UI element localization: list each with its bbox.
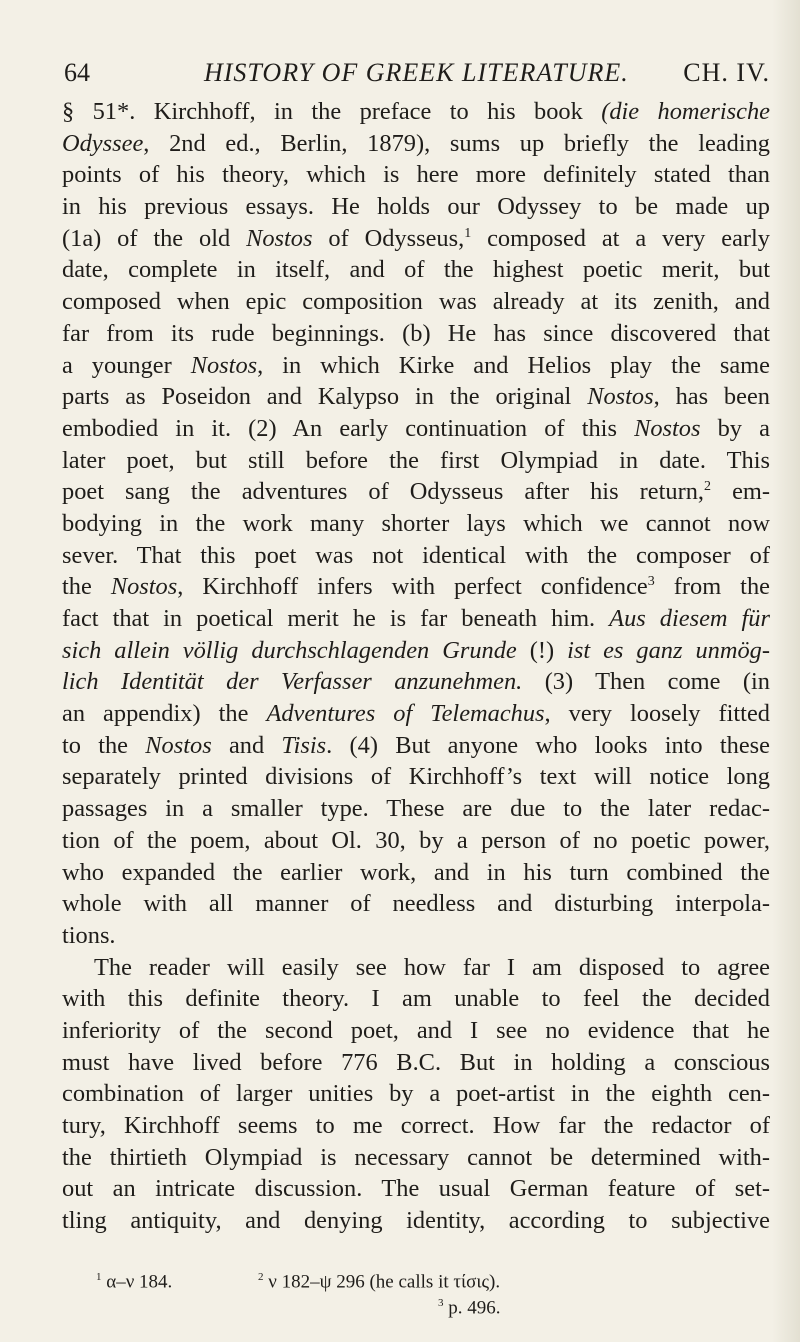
text-line: the Nostos, Kirchhoff infers with perfect confidence$^3$ from the — [62, 573, 770, 601]
text-line: far from its rude beginnings. (b) He has since discovered that — [62, 319, 770, 347]
text-line: composed when epic composition was already at its zenith, and — [62, 288, 770, 316]
text-line: The reader will easily see how far I am disposed to agree — [94, 953, 770, 981]
text-line: combination of larger unities by a poet-artist in the eighth cen- — [62, 1080, 770, 1108]
chapter-label: CH. IV. — [683, 58, 770, 87]
page-number: 64 — [64, 58, 90, 87]
text-line: (1a) of the old Nostos of Odysseus,$^1$ composed at a very early — [62, 224, 770, 252]
text-line: § 51*. Kirchhoff, in the preface to his book (die homerische — [62, 98, 770, 125]
text-line: inferiority of the second poet, and I see no evidence that he — [62, 1016, 770, 1044]
text-line: fact that in poetical merit he is far beneath him. Aus diesem für — [62, 605, 770, 632]
footnote-ref[interactable]: 1 — [464, 225, 472, 241]
text-line: date, complete in itself, and of the highest poetic merit, but — [62, 256, 770, 284]
footnote-ref[interactable]: 2 — [703, 479, 711, 495]
text-line: the thirtieth Olympiad is necessary cannot be determined with- — [62, 1143, 770, 1171]
text-line: parts as Poseidon and Kalypso in the original Nostos, has been — [62, 383, 770, 411]
text-line: tling antiquity, and denying identity, according to subjective — [62, 1207, 770, 1235]
footnote-1: $^1$ α–ν 184. — [96, 1271, 173, 1293]
text-line: sich allein völlig durchschlagenden Grunde (!) ist es ganz unmög- — [62, 636, 770, 664]
footnote-row — [62, 1264, 770, 1293]
text-line: tury, Kirchhoff seems to me correct. How far the redactor of — [62, 1112, 770, 1139]
text-line: a younger Nostos, in which Kirke and Helios play the same — [62, 351, 770, 379]
footnote-2: $^2$ ν 182–ψ 296 (he calls it τίσις). — [258, 1271, 501, 1293]
text-line: Odyssee, 2nd ed., Berlin, 1879), sums up briefly the leading — [62, 129, 770, 157]
running-head — [64, 52, 770, 92]
text-line: embodied in it. (2) An early continuation of this Nostos by a — [62, 414, 770, 442]
text-line: later poet, but still before the first Olympiad in date. This — [62, 446, 770, 474]
text-line: an appendix) the Adventures of Telemachus, very loosely fitted — [62, 700, 770, 728]
text-line: tion of the poem, about Ol. 30, by a person of no poetic power, — [62, 826, 770, 854]
footnote-row — [62, 1290, 770, 1319]
text-line: points of his theory, which is here more definitely stated than — [62, 161, 770, 189]
text-line: lich Identität der Verfasser anzunehmen. (3) Then come (in — [62, 668, 770, 696]
footnote-ref[interactable]: 3 — [647, 574, 655, 590]
text-line: to the Nostos and Tisis. (4) But anyone who looks into these — [62, 731, 770, 759]
text-line: sever. That this poet was not identical with the composer of — [62, 541, 770, 569]
text-line: separately printed divisions of Kirchhoff’s text will notice long — [62, 763, 770, 791]
text-line: passages in a smaller type. These are due to the later redac- — [62, 795, 770, 823]
text-line: must have lived before 776 B.C. But in holding a conscious — [62, 1048, 770, 1076]
footnotes — [62, 1264, 770, 1319]
text-line: in his previous essays. He holds our Odyssey to be made up — [62, 193, 770, 221]
text-line: tions. — [62, 921, 116, 949]
text-line: poet sang the adventures of Odysseus after his return,$^2$ em- — [62, 478, 770, 506]
text-line: who expanded the earlier work, and in his turn combined the — [62, 858, 770, 886]
page-edge-shadow — [772, 0, 800, 1342]
footnote-3: $^3$ p. 496. — [438, 1297, 501, 1319]
running-title: HISTORY OF GREEK LITERATURE. — [204, 58, 629, 87]
text-line: out an intricate discussion. The usual German feature of set- — [62, 1175, 770, 1203]
text-line: with this definite theory. I am unable to feel the decided — [62, 985, 770, 1013]
text-line: whole with all manner of needless and disturbing interpola- — [62, 890, 770, 918]
body-text — [62, 96, 770, 1237]
text-line: bodying in the work many shorter lays which we cannot now — [62, 509, 770, 537]
